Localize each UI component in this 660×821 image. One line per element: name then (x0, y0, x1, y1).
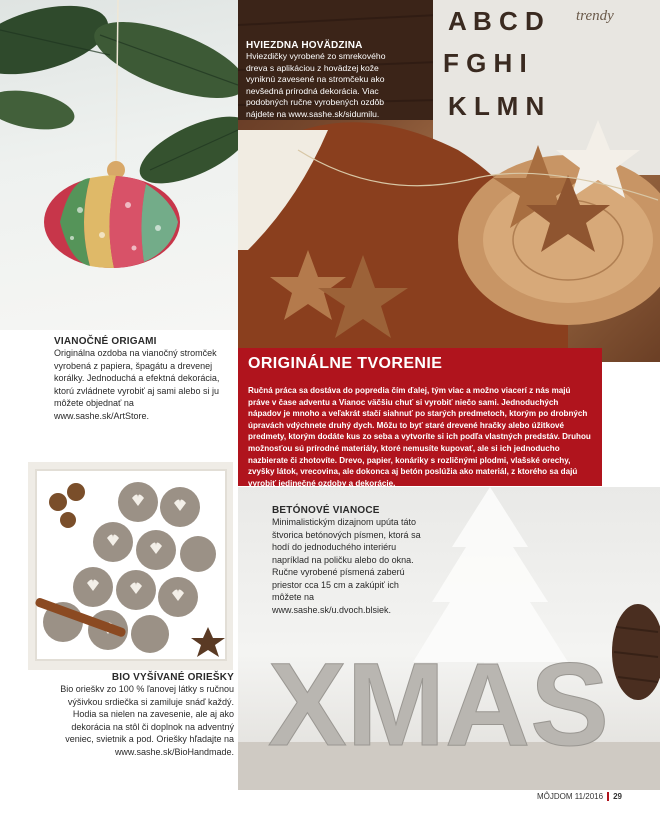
bio-caption-title: BIO VYŠÍVANÉ ORIEŠKY (111, 672, 234, 683)
page-number: 29 (613, 792, 622, 801)
walnuts-illustration (28, 462, 233, 670)
footer-separator (607, 792, 609, 801)
footer-issue: MÔJDOM 11/2016 (536, 792, 604, 801)
stars-caption (246, 40, 396, 121)
beton-caption-body: Minimalistickým dizajnom upúta táto štvorica betónových písmen, ktorá sa hodí do jednoduchého interiéru napríklad na poličku alebo do okna. Ručne vyrobené písmená zaberú priestor cca 15 cm a zakúpiť ich môžete na www.sashe.sk/u.dvoch.blsiek. (272, 517, 421, 615)
bio-caption (54, 672, 234, 758)
origami-caption (54, 336, 230, 422)
stars-caption-title: HVIEZDNA HOVÄDZINA (246, 40, 363, 51)
stencil-letters-row1: A B C D (448, 6, 544, 36)
section-label: trendy (576, 8, 614, 24)
feature-body: Ručná práca sa dostáva do popredia čím ďalej, tým viac a možno viacerí z nás majú práve v čase adventu a Vianoc väčšiu chuť si vyrobiť niečo sami. Jednoduchých nápadov je mnoho a veľakrát stačí siahnuť po starých predmetoch, ktorým po drobných úpravách vdýchnete druhý dych. Môžu to byť staré drevené hračky alebo úžitkové predmety, ktorým dodáte kus zo seba a vytvoríte si ich podľa vlastných predstáv. Druhou možnosťou sú prírodné materiály, ktoré nemusíte kupovať, ale si ich jednoducho nazbierate či zhotovíte. Drevo, papier, konáriky s rozličnými plodmi, vlašské orechy, zvyšky látok, vrecovina, ale dokonca aj betón poslúžia ako materiál, z ktorého sa dajú vyrobiť jedinečné ozdoby a dekorácie. (248, 386, 591, 488)
xmas-letters: XMAS (268, 639, 609, 771)
bio-caption-body: Bio orieškv zo 100 % ľanovej látky s ručnou výšivkou srdiečka si zamiluje snáď každý. Hodia sa nielen na zavesenie, ale aj ako dekorácia na stôl či doplnok na adventný veniec, svietnik a pod. Oriešky hľadajte na www.sashe.sk/BioHandmade. (60, 684, 234, 757)
stencil-letters-row2: F G H I (443, 48, 527, 78)
page-footer (537, 792, 622, 801)
walnuts-photo (28, 462, 233, 670)
feature-title: ORIGINÁLNE TVORENIE (248, 355, 443, 372)
beton-caption (272, 505, 422, 616)
origami-caption-title: VIANOČNÉ ORIGAMI (54, 336, 157, 347)
origami-ornament-illustration (0, 0, 238, 330)
stars-caption-body: Hviezdičky vyrobené zo smrekového dreva s aplikáciou z hovädzej kože vyniknú zavesené na stromčeku ako nevšedná prírodná dekorácia. Viac podobných ručne vyrobených ozdôb nájdete na www.sashe.sk/sidumilu. (246, 51, 386, 119)
origami-ornament-photo (0, 0, 238, 330)
stencil-letters-row3: K L M N (448, 91, 545, 121)
beton-caption-title: BETÓNOVÉ VIANOCE (272, 505, 380, 516)
origami-caption-body: Originálna ozdoba na vianočný stromček vyrobená z papiera, špagátu a drevenej korálky. Jednoduchá a efektná dekorácia, ktorú zvládnete vyrobiť aj sami alebo si ju môžete objednať na www.sashe.sk/ArtStore. (54, 348, 220, 421)
feature-box (238, 348, 602, 486)
